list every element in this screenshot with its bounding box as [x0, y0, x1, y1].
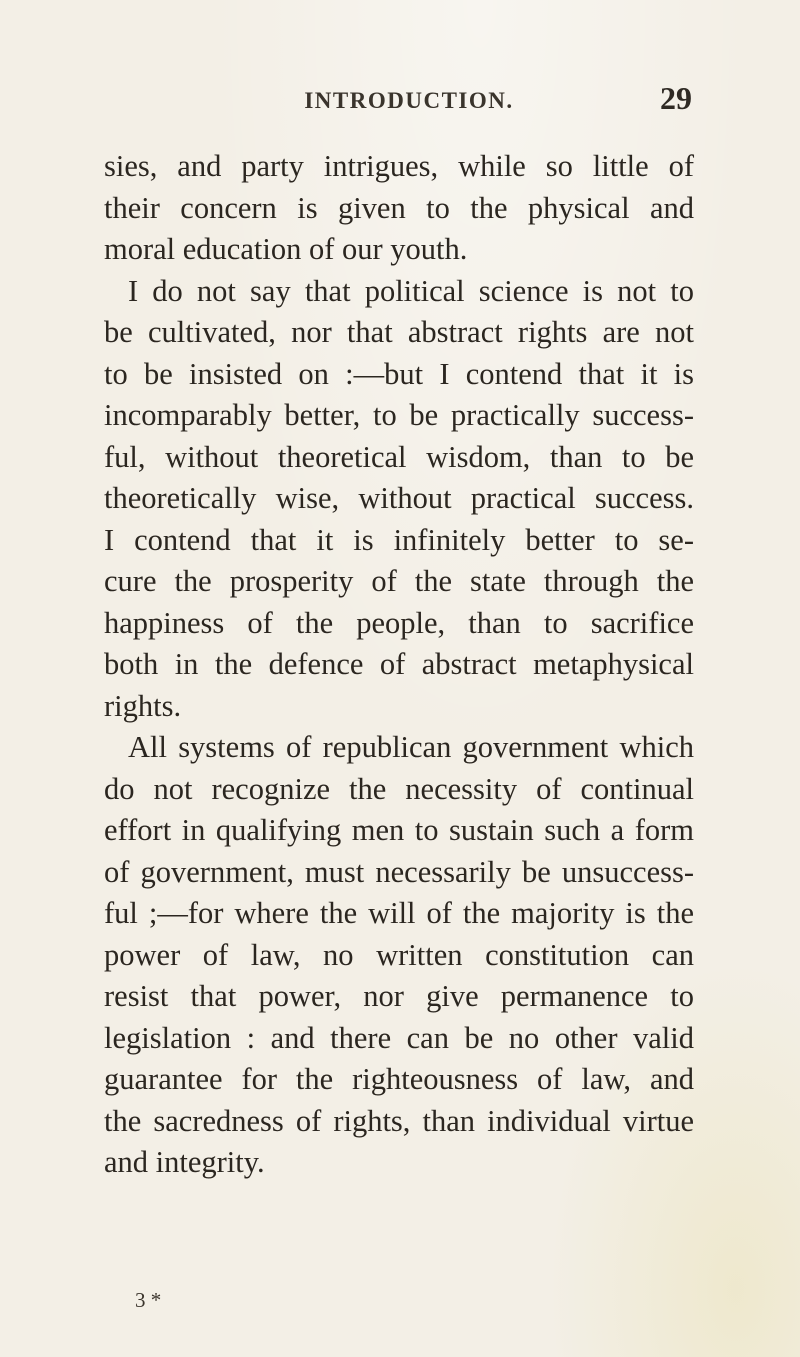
text-line: rights.	[104, 688, 182, 723]
text-line: I do not say that political science is not to	[128, 273, 694, 308]
page-number: 29	[660, 80, 692, 116]
text-line: to be insisted on :—but I contend that it is	[104, 356, 694, 391]
text-line: the sacredness of rights, than individual virtue	[104, 1103, 694, 1138]
text-line: legislation : and there can be no other valid	[104, 1020, 694, 1055]
running-title: INTRODUCTION.	[304, 88, 514, 113]
text-line: ful, without theoretical wisdom, than to be	[104, 439, 694, 474]
text-line: do not recognize the necessity of continual	[104, 771, 694, 806]
text-line: I contend that it is infinitely better to se-	[104, 522, 694, 557]
text-line: of government, must necessarily be unsuccess-	[104, 854, 694, 889]
text-line: All systems of republican government which	[128, 730, 694, 764]
text-line: sies, and party intrigues, while so little of	[104, 149, 694, 183]
text-line: both in the defence of abstract metaphysical	[104, 647, 694, 681]
body-text	[104, 146, 694, 1184]
signature-mark: 3 *	[135, 1288, 162, 1312]
text-line: resist that power, nor give permanence to	[104, 979, 694, 1013]
text-line: and integrity.	[104, 1145, 265, 1179]
running-head	[0, 80, 800, 120]
text-line: cure the prosperity of the state through the	[104, 564, 694, 598]
text-line: incomparably better, to be practically success-	[104, 398, 694, 432]
text-line: happiness of the people, than to sacrifice	[104, 605, 694, 640]
text-line: moral education of our youth.	[104, 232, 468, 266]
text-line: ful ;—for where the will of the majority is the	[104, 896, 694, 930]
text-line: power of law, no written constitution can	[104, 937, 694, 972]
text-line: guarantee for the righteousness of law, and	[104, 1062, 694, 1096]
text-line: effort in qualifying men to sustain such a form	[104, 813, 694, 847]
text-line: be cultivated, nor that abstract rights are not	[104, 315, 694, 349]
text-line: their concern is given to the physical and	[104, 190, 694, 225]
text-line: theoretically wise, without practical success.	[104, 481, 694, 515]
